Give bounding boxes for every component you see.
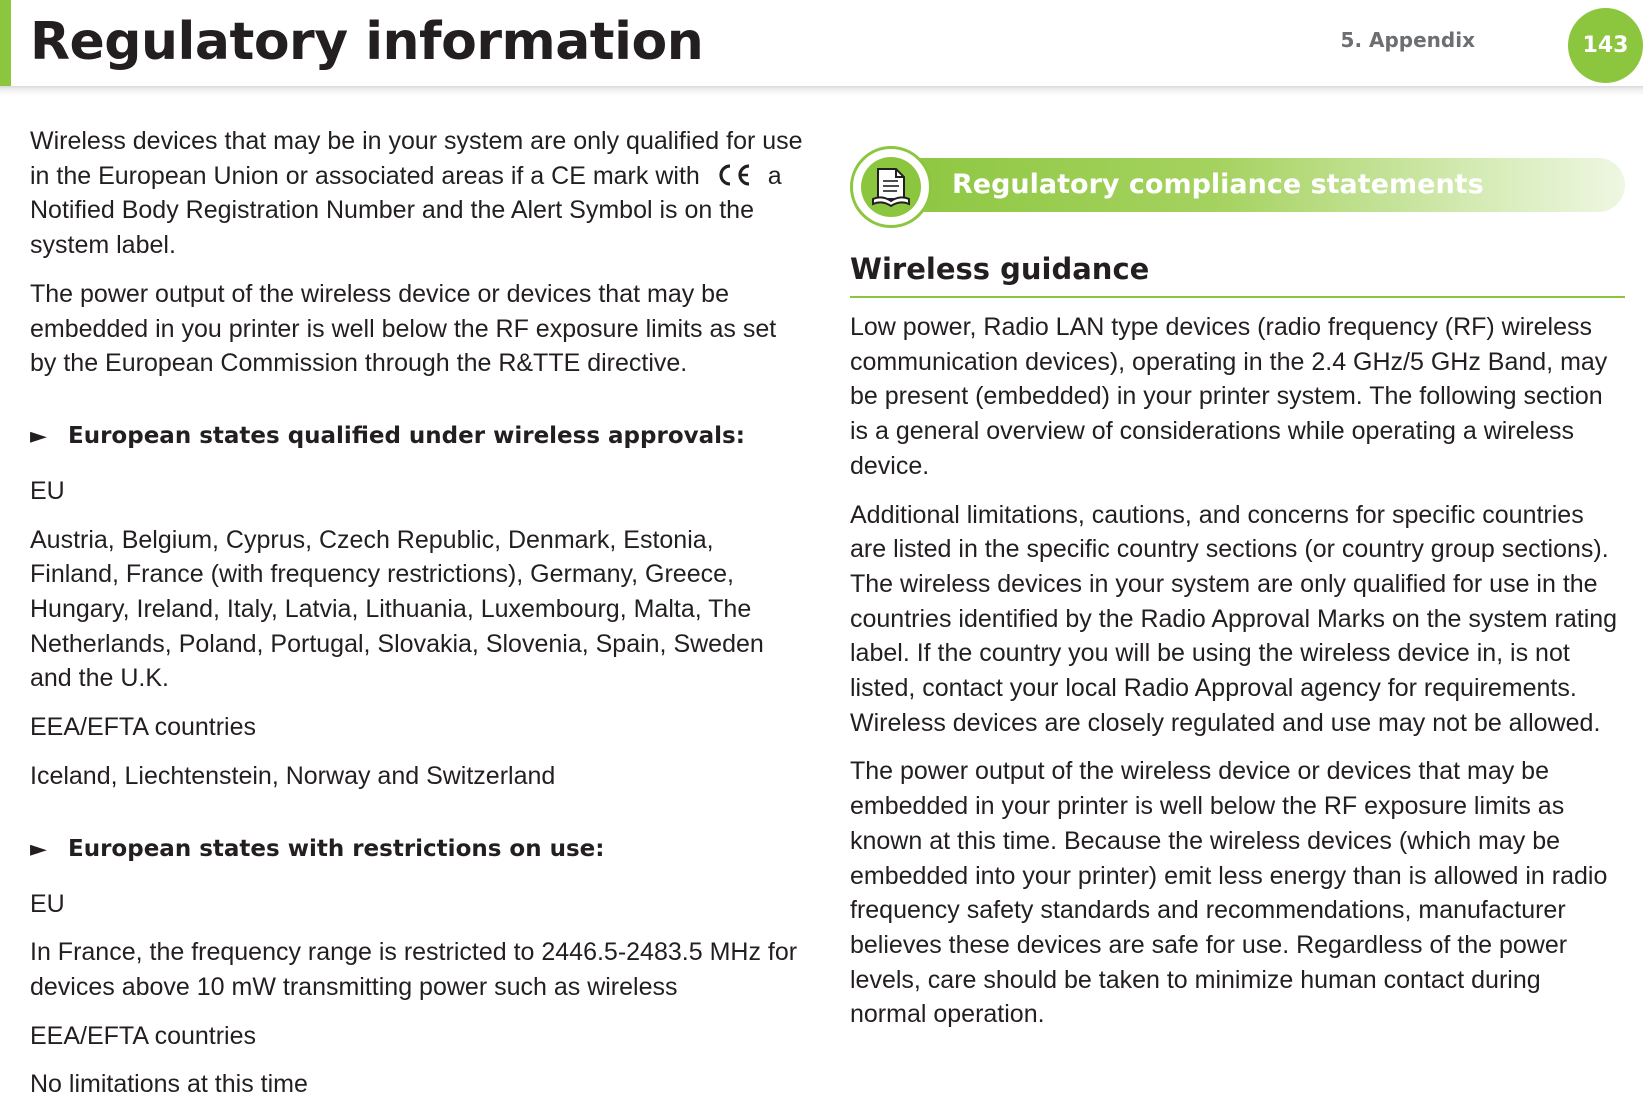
approvals-eu-label: EU: [30, 476, 65, 505]
intro-text-end: a Notified Body Registration Number and the Alert Symbol is on the system label.: [30, 161, 782, 260]
page-title: Regulatory information: [30, 12, 704, 72]
header-divider: [0, 86, 1643, 96]
header-accent-bar: [0, 0, 11, 90]
right-column: [850, 310, 1618, 1046]
wireless-guidance-heading: Wireless guidance: [850, 252, 1150, 286]
power-output-paragraph: The power output of the wireless device or devices that may be embedded in you printer is well below the RF exposure limits as set by the European Commission through the R&TTE directive.: [30, 279, 777, 378]
guidance-paragraph-1: Low power, Radio LAN type devices (radio frequency (RF) wireless communication devices), operating in the 2.4 GHz/5 GHz Band, may be present (embedded) in your printer system. The following section is a general overview of considerations while operating a wireless device.: [850, 313, 1608, 480]
left-column: [30, 124, 805, 1116]
heading-divider: [850, 296, 1625, 298]
banner-icon-circle: [850, 146, 932, 228]
restrictions-eea-label: EEA/EFTA countries: [30, 1021, 257, 1050]
right-arrow-icon: ►: [30, 836, 47, 862]
ce-mark-icon: [713, 162, 753, 188]
approvals-eea-countries: Iceland, Liechtenstein, Norway and Switzerland: [30, 761, 556, 790]
approvals-heading-text: European states qualified under wireless approvals:: [68, 422, 745, 449]
right-arrow-icon: ►: [30, 423, 47, 449]
restrictions-eea-text: No limitations at this time: [30, 1070, 308, 1099]
restrictions-heading: [30, 834, 805, 865]
guidance-paragraph-2: Additional limitations, cautions, and concerns for specific countries are listed in the specific country sections (or country group sections). The wireless devices in your system are only qualified for use in the countries identified by the Radio Approval Marks on the system rating label. If the country you will be using the wireless device in, is not listed, contact your local Radio Approval agency for requirements. Wireless devices are closely regulated and use may not be allowed.: [850, 500, 1618, 737]
guidance-paragraph-3: The power output of the wireless device or devices that may be embedded in your printer is well below the RF exposure limits as known at this time. Because the wireless devices (which may be embedded into your printer) emit less energy than is allowed in radio frequency safety standards and recommendations, manufacturer believes these devices are safe for use. Regardless of the power levels, care should be taken to minimize human contact during normal operation.: [850, 757, 1608, 1029]
intro-text-start: Wireless devices that may be in your system are only qualified for use in the European Union or associated areas if a CE mark with: [30, 127, 803, 190]
approvals-eu-countries: Austria, Belgium, Cyprus, Czech Republic, Denmark, Estonia, Finland, France (with frequency restrictions), Germany, Greece, Hungary, Ireland, Italy, Latvia, Lithuania, Luxembourg, Malta, The Netherlands, Poland, Portugal, Slovakia, Slovenia, Spain, Sweden and the U.K.: [30, 525, 764, 693]
approvals-eea-label: EEA/EFTA countries: [30, 713, 257, 742]
restrictions-eu-label: EU: [30, 889, 65, 918]
section-label: 5. Appendix: [1340, 28, 1475, 52]
restrictions-heading-text: European states with restrictions on use:: [68, 835, 605, 862]
intro-paragraph: [30, 124, 805, 263]
approvals-heading: [30, 421, 805, 452]
section-banner: [850, 146, 1625, 232]
banner-title: Regulatory compliance statements: [952, 169, 1484, 200]
page-number-badge: 143: [1568, 8, 1643, 83]
restrictions-eu-text: In France, the frequency range is restricted to 2446.5-2483.5 MHz for devices above 10 mW transmitting power such as wireless: [30, 938, 798, 1001]
book-icon: [869, 165, 913, 209]
